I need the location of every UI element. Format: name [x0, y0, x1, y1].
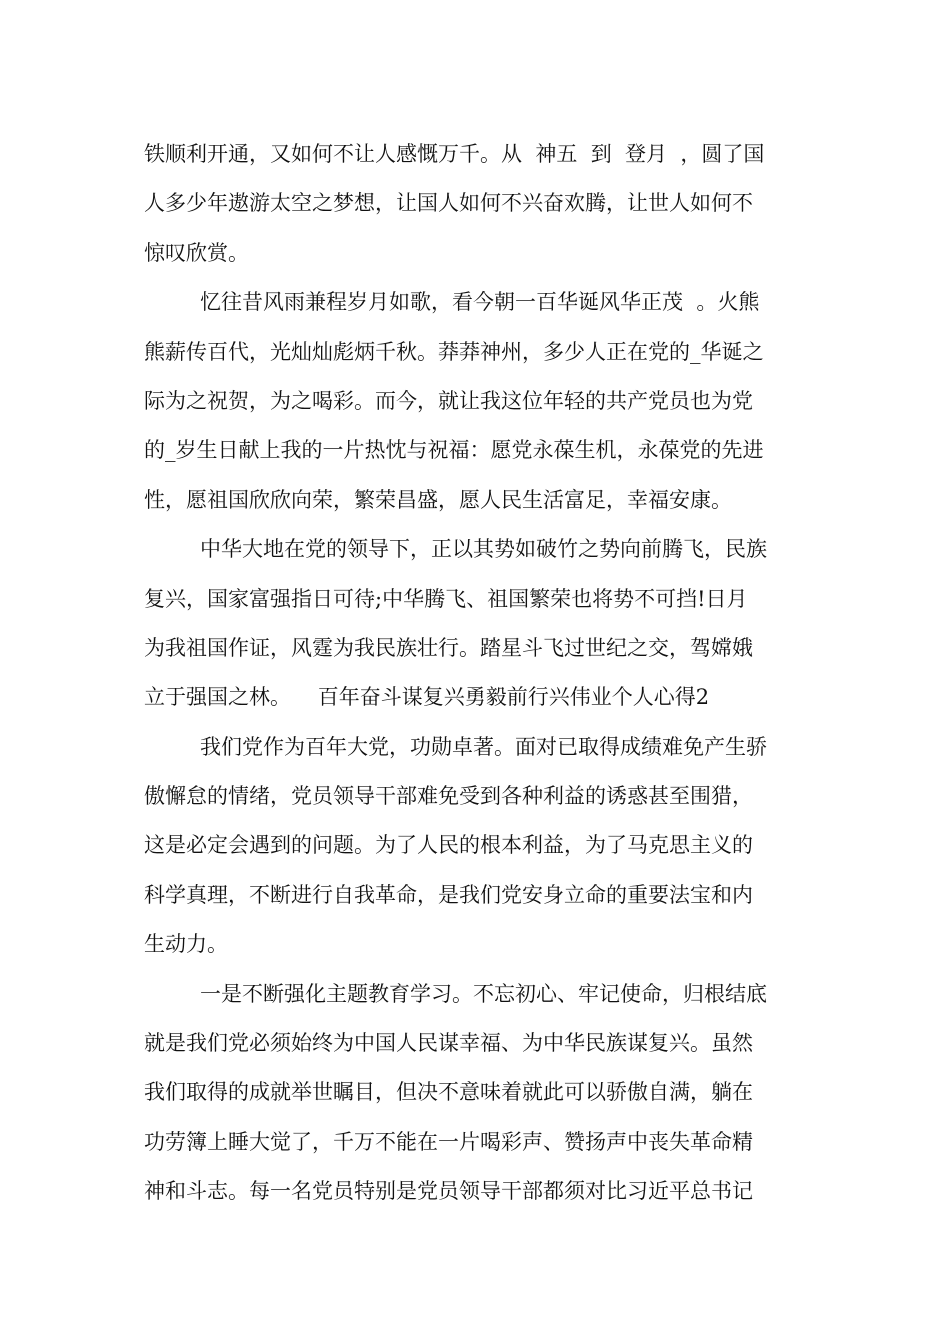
paragraph-first-line: 一是不断强化主题教育学习。不忘初心、牢记使命，归根结底 [200, 981, 767, 1006]
text-line: 傲懈怠的情绪，党员领导干部难免受到各种利益的诱惑甚至围猎， [144, 784, 753, 809]
text-line: 惊叹欣赏。 [144, 240, 249, 265]
paragraph-first-line: 中华大地在党的领导下，正以其势如破竹之势向前腾飞，民族 [200, 537, 767, 562]
document-body [144, 130, 810, 1217]
paragraph-first-line: 我们党作为百年大党，功勋卓著。面对已取得成绩难免产生骄 [200, 734, 767, 759]
text-line: 为我祖国作证，风霆为我民族壮行。踏星斗飞过世纪之交，驾嫦娥 [144, 635, 753, 660]
text-line: 我们取得的成就举世瞩目，但决不意味着就此可以骄傲自满，躺在 [144, 1080, 753, 1105]
text-line: 熊薪传百代，光灿灿彪炳千秋。莽莽神州，多少人正在党的_华诞之 [144, 339, 764, 364]
text-line: 功劳簿上睡大觉了，千万不能在一片喝彩声、赞扬声中丧失革命精 [144, 1129, 753, 1154]
text-line: 就是我们党必须始终为中国人民谋幸福、为中华民族谋复兴。虽然 [144, 1031, 753, 1056]
text-line: 性，愿祖国欣欣向荣，繁荣昌盛，愿人民生活富足，幸福安康。 [144, 487, 732, 512]
text-line: 神和斗志。每一名党员特别是党员领导干部都须对比习近平总书记 [144, 1179, 753, 1204]
text-line: 际为之祝贺，为之喝彩。而今，就让我这位年轻的共产党员也为党 [144, 388, 753, 413]
text-line: 这是必定会遇到的问题。为了人民的根本利益，为了马克思主义的 [144, 833, 753, 858]
text-line: 立于强国之林。 百年奋斗谋复兴勇毅前行兴伟业个人心得2 [144, 685, 710, 710]
text-line: 生动力。 [144, 932, 228, 957]
text-line: 铁顺利开通，又如何不让人感慨万千。从 神五 到 登月 ，圆了国 [144, 142, 765, 166]
text-line: 复兴，国家富强指日可待;中华腾飞、祖国繁荣也将势不可挡!日月 [144, 586, 748, 611]
text-line: 的_岁生日献上我的一片热忱与祝福：愿党永葆生机，永葆党的先进 [144, 438, 764, 463]
paragraph-first-line: 忆往昔风雨兼程岁月如歌，看今朝一百华诞风华正茂 。火熊 [200, 290, 760, 315]
text-line: 人多少年遨游太空之梦想，让国人如何不兴奋欢腾，让世人如何不 [144, 191, 753, 216]
text-line: 科学真理，不断进行自我革命，是我们党安身立命的重要法宝和内 [144, 882, 753, 907]
